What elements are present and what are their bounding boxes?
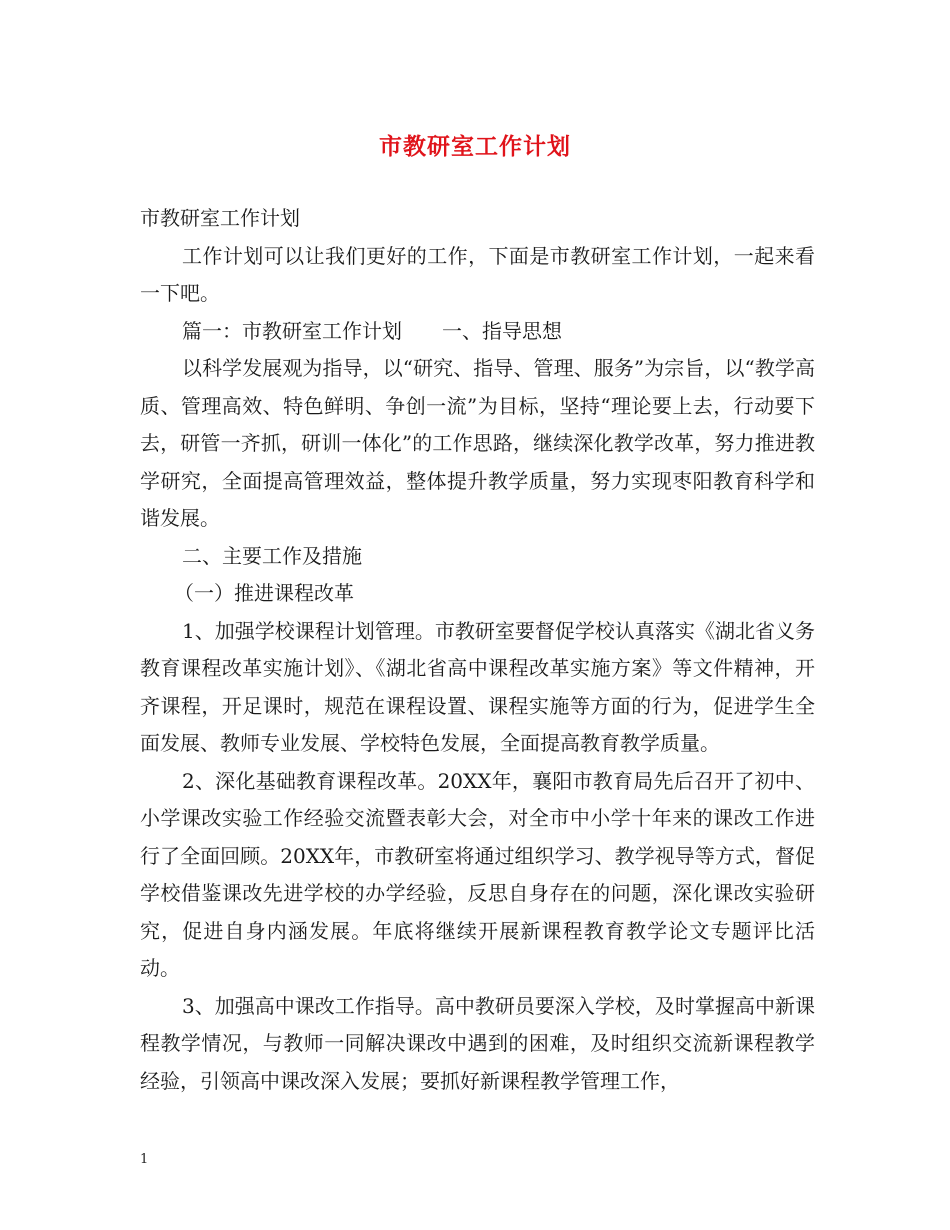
paragraph-intro: 工作计划可以让我们更好的工作，下面是市教研室工作计划，一起来看一下吧。 bbox=[140, 243, 815, 305]
paragraph-heading: 市教研室工作计划 bbox=[140, 206, 300, 230]
paragraph-subsection-one: （一）推进课程改革 bbox=[174, 581, 354, 605]
paragraph-item-1: 1、加强学校课程计划管理。市教研室要督促学校认真落实《湖北省义务教育课程改革实施计划》、《湖北省高中课程改革实施方案》等文件精神，开齐课程，开足课时，规范在课程设置、课程实施等方面的行为，促进学生全面发展、教师专业发展、学校特色发展，全面提高教育教学质量。 bbox=[140, 618, 815, 755]
document-title: 市教研室工作计划 bbox=[379, 133, 571, 160]
paragraph-item-3: 3、加强高中课改工作指导。高中教研员要深入学校，及时掌握高中新课程教学情况，与教师一同解决课改中遇到的困难，及时组织交流新课程教学经验，引领高中课改深入发展；要抓好新课程教学管理工作， bbox=[140, 993, 815, 1093]
paragraph-guiding-thought: 以科学发展观为指导，以“研究、指导、管理、服务”为宗旨，以“教学高质、管理高效、特色鲜明、争创一流”为目标，坚持“理论要上去，行动要下去，研管一齐抓，研训一体化”的工作思路，继续深化教学改革，努力推进教学研究，全面提高管理效益，整体提升教学质量，努力实现枣阳教育科学和谐发展。 bbox=[140, 356, 815, 530]
page-number: 1 bbox=[140, 1152, 149, 1167]
document-body bbox=[140, 200, 815, 1100]
paragraph-section-two: 二、主要工作及措施 bbox=[182, 543, 362, 568]
paragraph-section-one: 篇一：市教研室工作计划 一、指导思想 bbox=[182, 318, 562, 343]
paragraph-item-2: 2、深化基础教育课程改革。20XX年，襄阳市教育局先后召开了初中、小学课改实验工作经验交流暨表彰大会，对全市中小学十年来的课改工作进行了全面回顾。20XX年，市教研室将通过组织学习、教学视导等方式，督促学校借鉴课改先进学校的办学经验，反思自身存在的问题，深化课改实验研究，促进自身内涵发展。年底将继续开展新课程教育教学论文专题评比活动。 bbox=[140, 768, 815, 980]
